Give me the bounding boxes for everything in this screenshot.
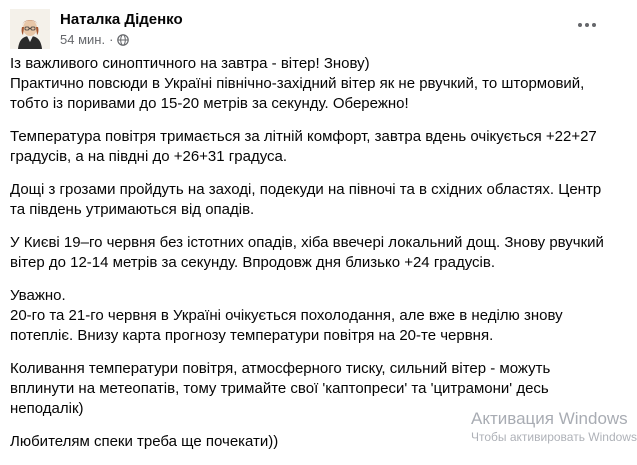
post-meta <box>60 32 129 47</box>
post-options-button[interactable] <box>572 13 602 37</box>
more-horizontal-icon <box>578 23 582 27</box>
author-avatar[interactable] <box>10 9 50 49</box>
post-timestamp[interactable]: 54 мин. <box>60 32 106 47</box>
post-paragraph: Дощі з грозами пройдуть на заході, подекуди на півночі та в східних областях. Центр та південь утримаються від опадів. <box>10 181 602 218</box>
post-paragraph: Коливання температури повітря, атмосферного тиску, сильний вітер - можуть вплинути на метеопатів, тому тримайте свої 'каптопреси' та 'цитрамони' десь неподалік) <box>10 360 551 417</box>
post-paragraph: Уважно. 20-го та 21-го червня в Україні очікується похолодання, але вже в неділю знову потепліє. Внизу карта прогнозу температури повітря на 20-те червня. <box>10 287 563 344</box>
watermark-subtitle: Чтобы активировать Windows <box>471 430 637 444</box>
meta-separator: · <box>109 32 114 47</box>
post-paragraph: Температура повітря тримається за літній комфорт, завтра вдень очікується +22+27 градусів, а на півдні до +26+31 градуса. <box>10 128 597 165</box>
watermark-title: Активация Windows <box>471 409 628 428</box>
post-paragraph: Любителям спеки треба ще почекати)) <box>10 433 279 450</box>
post-paragraph: Із важливого синоптичного на завтра - вітер! Знову) Практично повсюди в Україні північно-західний вітер як не рвучкий, то штормовий, тобто із поривами до 15-20 метрів за секунду. Обережно! <box>10 55 585 112</box>
post-header <box>10 7 610 51</box>
globe-icon[interactable] <box>117 34 129 46</box>
post-body <box>10 54 610 465</box>
author-name[interactable]: Наталка Діденко <box>60 11 183 28</box>
post-paragraph: У Києві 19–го червня без істотних опадів, хіба ввечері локальний дощ. Знову рвучкий вітер до 12-14 метрів за секунду. Впродовж дня близько +24 градусів. <box>10 234 604 271</box>
